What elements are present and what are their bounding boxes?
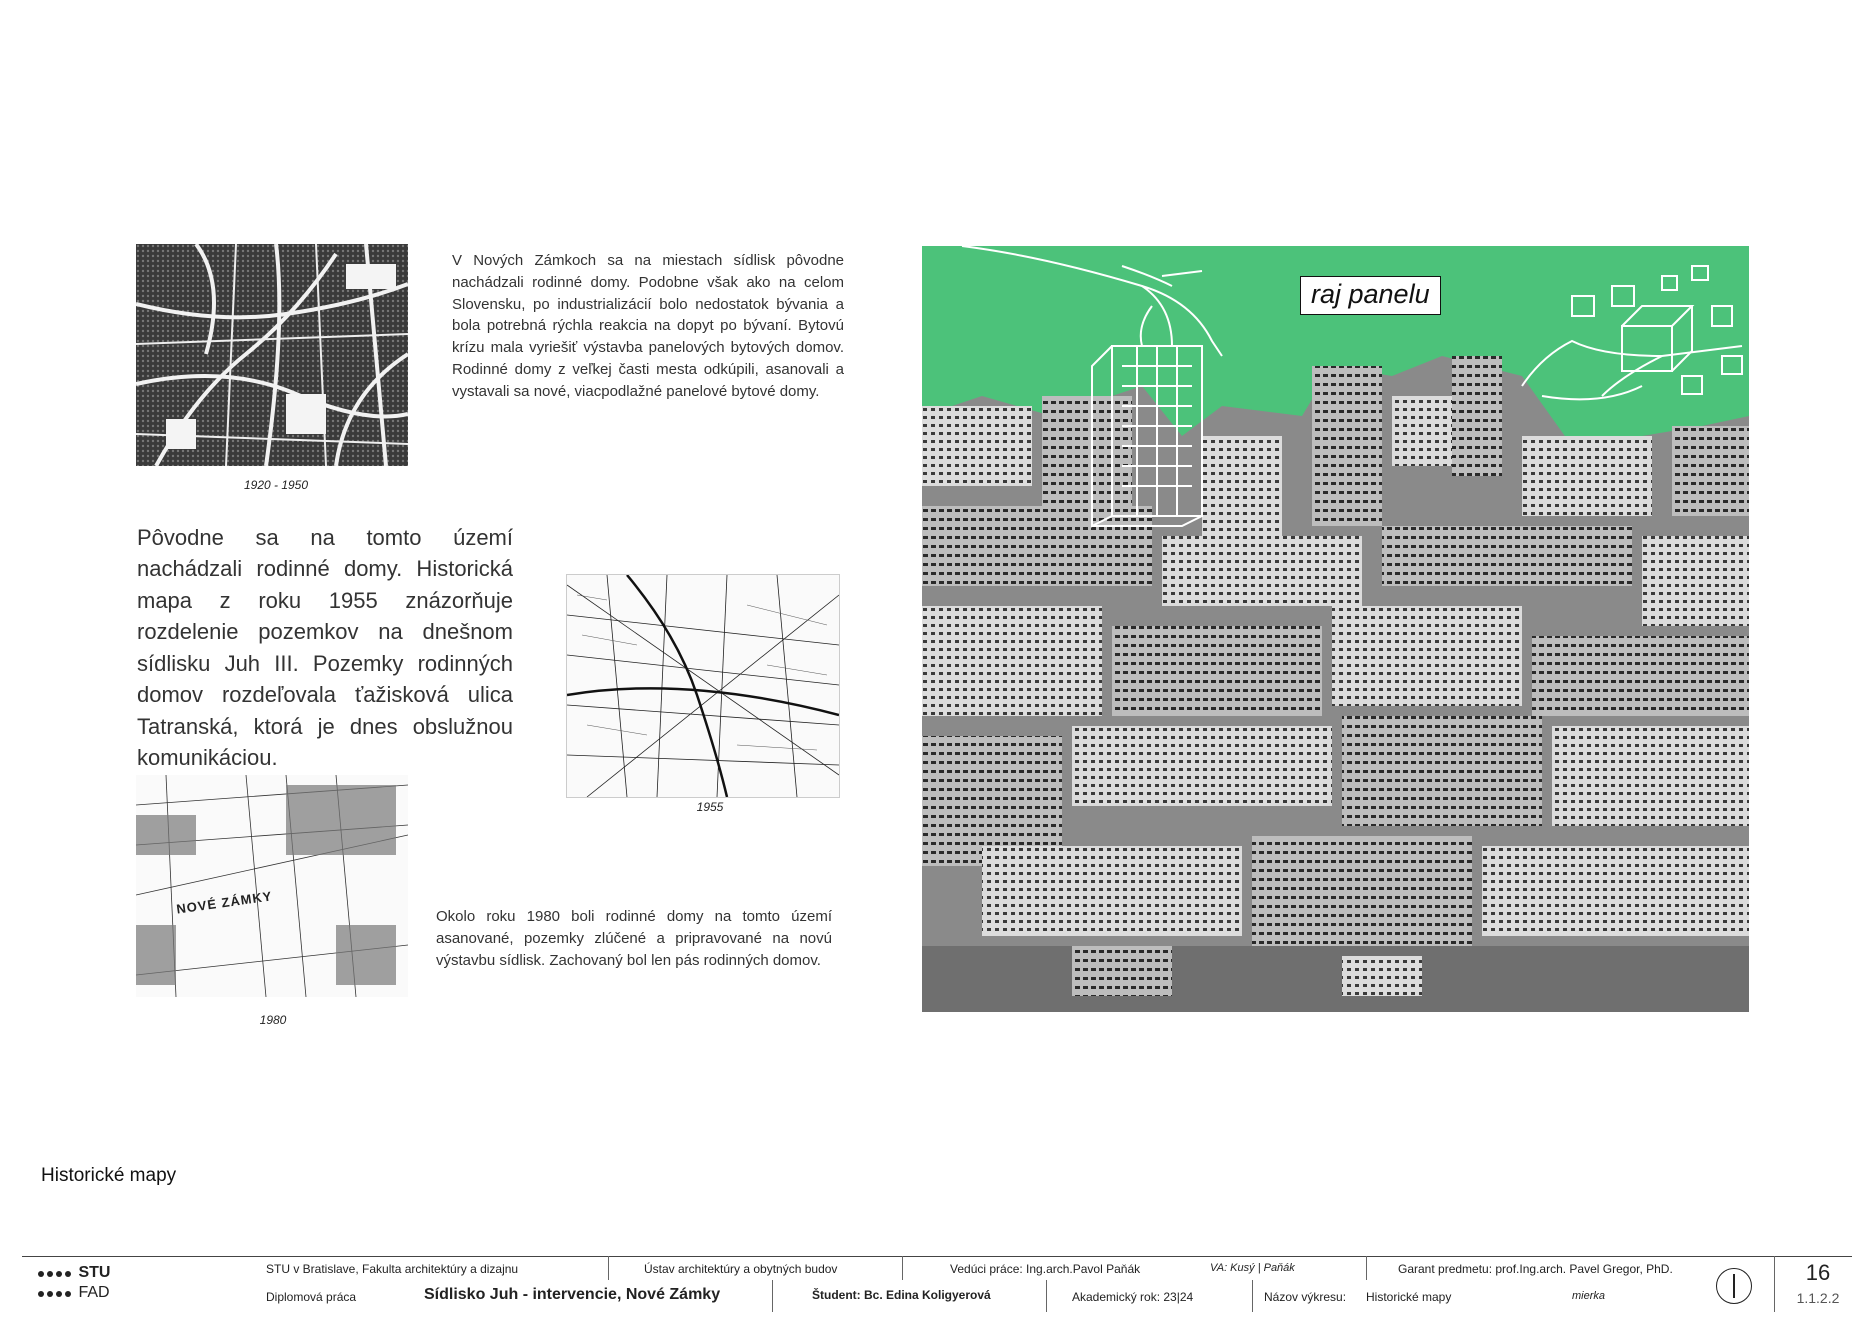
footer-supervisor: Vedúci práce: Ing.arch.Pavol Paňák xyxy=(950,1262,1141,1276)
north-arrow-icon xyxy=(1716,1268,1752,1304)
map-1980-label: NOVÉ ZÁMKY xyxy=(175,888,274,917)
footer-year: Akademický rok: 23|24 xyxy=(1072,1290,1194,1304)
map-1920-1950 xyxy=(136,244,408,466)
footer-project-title: Sídlisko Juh - intervencie, Nové Zámky xyxy=(424,1286,721,1303)
stu-fad-logo xyxy=(38,1266,110,1300)
map-1955 xyxy=(566,574,840,798)
logo-stu: STU xyxy=(78,1264,111,1281)
section-title: Historické mapy xyxy=(41,1165,177,1186)
caption-1955: 1955 xyxy=(696,800,724,814)
footer-drawing-name: Historické mapy xyxy=(1366,1290,1452,1304)
raj-panelu-collage xyxy=(922,246,1749,1012)
collage-badge: raj panelu xyxy=(1300,276,1441,315)
footer-va: VA: Kusý | Paňák xyxy=(1210,1262,1295,1274)
drawing-code: 1.1.2.2 xyxy=(1796,1290,1840,1306)
footer-thesis-type: Diplomová práca xyxy=(266,1290,357,1304)
footer-divider xyxy=(22,1256,1852,1257)
page-number: 16 xyxy=(1805,1260,1831,1285)
intro-paragraph: V Nových Zámkoch sa na miestach sídlisk pôvodne nachádzali rodinné domy. Podobne však ako na celom Slovensku, po industrializácií bolo nedostatok bývania a bola potrebná rýchla reakcia na dopyt po bývaní. Bytovú krízu mala vyriešiť výstavba panelových bytových domov. Rodinné domy z veľkej časti mesta odkúpili, asanovali a vystavali sa nové, viacpodlažné panelové bytové domy. xyxy=(452,252,844,400)
footer-institute: Ústav architektúry a obytných budov xyxy=(644,1262,838,1276)
footer-drawing-label: Názov výkresu: xyxy=(1264,1290,1347,1304)
footer-guarantor: Garant predmetu: prof.Ing.arch. Pavel Gregor, PhD. xyxy=(1398,1262,1673,1276)
caption-1920-1950: 1920 - 1950 xyxy=(243,478,309,492)
footer-scale-label: mierka xyxy=(1572,1290,1606,1302)
logo-fad: FAD xyxy=(78,1284,110,1302)
footer-student: Študent: Bc. Edina Koligyerová xyxy=(812,1288,991,1302)
caption-1980: 1980 xyxy=(259,1013,287,1027)
map-1980 xyxy=(136,775,408,997)
closing-paragraph: Okolo roku 1980 boli rodinné domy na tomto území asanované, pozemky zlúčené a pripravované na novú výstavbu sídlisk. Zachovaný bol len pás rodinných domov. xyxy=(436,908,832,969)
main-paragraph: Pôvodne sa na tomto území nachádzali rodinné domy. Historická mapa z roku 1955 znázorňuje rozdelenie pozemkov na dnešnom sídlisku Juh III. Pozemky rodinných domov rozdeľovala ťažisková ulica Tatranská, ktorá je dnes obslužnou komunikáciou. xyxy=(137,525,513,771)
footer-university: STU v Bratislave, Fakulta architektúry a dizajnu xyxy=(266,1262,519,1276)
